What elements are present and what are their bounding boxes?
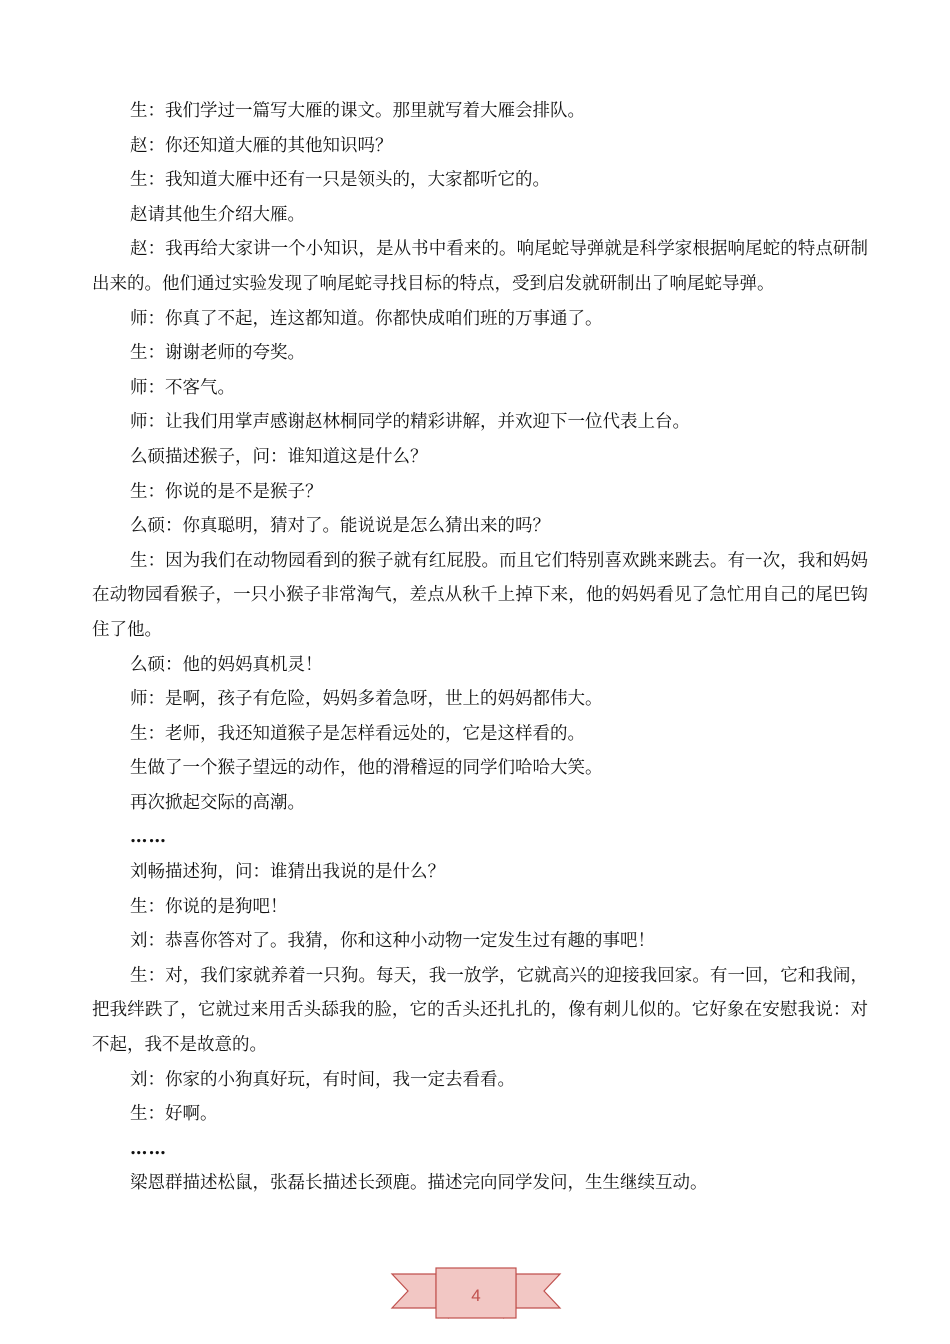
paragraph: 刘：恭喜你答对了。我猜，你和这种小动物一定发生过有趣的事吧！: [130, 931, 655, 952]
paragraph: 生：我知道大雁中还有一只是领头的，大家都听它的。: [130, 170, 550, 191]
paragraph: 再次掀起交际的高潮。: [130, 792, 305, 813]
page-number: 4: [471, 1286, 481, 1305]
paragraph: 刘畅描述狗，问：谁猜出我说的是什么？: [130, 862, 445, 883]
ellipsis-separator: ……: [130, 827, 167, 848]
paragraph: 赵：你还知道大雁的其他知识吗？: [130, 135, 393, 156]
paragraph: 生：谢谢老师的夸奖。: [130, 343, 305, 364]
document-body: [92, 94, 868, 1201]
paragraph: 师：让我们用掌声感谢赵林桐同学的精彩讲解，并欢迎下一位代表上台。: [130, 412, 690, 433]
ellipsis-separator: ……: [130, 1138, 167, 1159]
paragraph: 刘：你家的小狗真好玩，有时间，我一定去看看。: [130, 1069, 515, 1090]
paragraph: 师：你真了不起，连这都知道。你都快成咱们班的万事通了。: [130, 308, 603, 329]
paragraph: 生做了一个猴子望远的动作，他的滑稽逗的同学们哈哈大笑。: [130, 758, 603, 779]
paragraph: 么硕描述猴子，问：谁知道这是什么？: [130, 446, 428, 467]
paragraph: 生：好啊。: [130, 1104, 218, 1125]
paragraph: 生：我们学过一篇写大雁的课文。那里就写着大雁会排队。: [130, 101, 585, 121]
paragraph: 师：不客气。: [130, 377, 235, 398]
paragraph: 赵：我再给大家讲一个小知识，是从书中看来的。响尾蛇导弹就是科学家根据响尾蛇的特点研制出来的。他们通过实验发现了响尾蛇寻找目标的特点，受到启发就研制出了响尾蛇导弹。: [92, 239, 868, 294]
paragraph: 生：老师，我还知道猴子是怎样看远处的，它是这样看的。: [130, 723, 585, 744]
paragraph: 赵请其他生介绍大雁。: [130, 204, 305, 225]
paragraph: 生：因为我们在动物园看到的猴子就有红屁股。而且它们特别喜欢跳来跳去。有一次，我和妈妈在动物园看猴子，一只小猴子非常淘气，差点从秋千上掉下来，他的妈妈看见了急忙用自己的尾巴钩住了他。: [92, 550, 868, 640]
paragraph: 梁恩群描述松鼠，张磊长描述长颈鹿。描述完向同学发问，生生继续互动。: [130, 1173, 708, 1194]
paragraph: 么硕：他的妈妈真机灵！: [130, 654, 323, 675]
paragraph: 师：是啊，孩子有危险，妈妈多着急呀，世上的妈妈都伟大。: [130, 689, 603, 710]
paragraph: 么硕：你真聪明，猜对了。能说说是怎么猜出来的吗？: [130, 516, 550, 537]
paragraph: 生：你说的是狗吧！: [130, 896, 288, 917]
page-footer: [0, 1262, 950, 1332]
paragraph: 生：你说的是不是猴子？: [130, 481, 323, 502]
paragraph: 生：对，我们家就养着一只狗。每天，我一放学，它就高兴的迎接我回家。有一回，它和我闹，把我绊跌了，它就过来用舌头舔我的脸，它的舌头还扎扎的，像有刺儿似的。它好象在安慰我说：对不起，我不是故意的。: [92, 965, 868, 1056]
